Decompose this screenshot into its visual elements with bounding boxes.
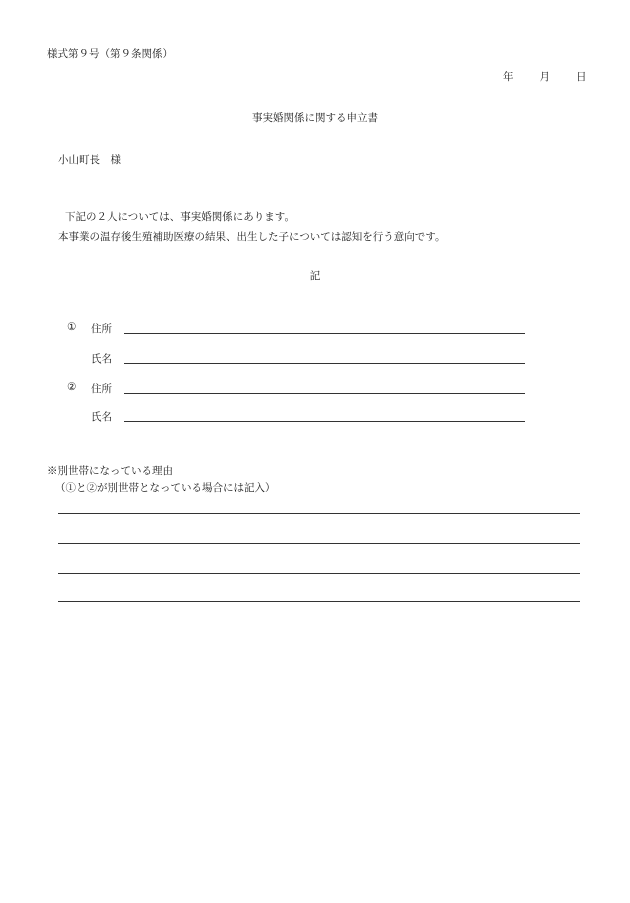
addressee: 小山町長 様: [58, 154, 121, 166]
ki-label: 記: [309, 270, 321, 282]
reason-title: ※別世帯になっている理由: [47, 465, 173, 477]
person-1-name-label: 氏名: [91, 353, 112, 365]
statement-line-2: 本事業の温存後生殖補助医療の結果、出生した子については認知を行う意向です。: [58, 231, 446, 243]
person-2-name-label: 氏名: [91, 411, 112, 423]
form-number: 様式第９号（第９条関係）: [47, 48, 173, 60]
person-1-address-field[interactable]: [124, 333, 525, 334]
document-title: 事実婚関係に関する申立書: [252, 112, 378, 124]
person-2-marker: ②: [67, 381, 77, 393]
reason-line-2[interactable]: [58, 543, 580, 544]
year-label: 年: [503, 71, 514, 83]
reason-line-1[interactable]: [58, 513, 580, 514]
day-label: 日: [576, 71, 587, 83]
statement-line-1: 下記の２人については、事実婚関係にあります。: [65, 211, 295, 223]
date-line: [503, 69, 587, 84]
person-1-marker: ①: [67, 321, 77, 333]
reason-line-4[interactable]: [58, 601, 580, 602]
reason-line-3[interactable]: [58, 573, 580, 574]
person-1-name-field[interactable]: [124, 363, 525, 364]
person-2-name-field[interactable]: [124, 421, 525, 422]
reason-subtitle: （①と②が別世帯となっている場合には記入）: [55, 482, 276, 494]
person-2-address-label: 住所: [91, 383, 112, 395]
month-label: 月: [539, 71, 550, 83]
person-1-address-label: 住所: [91, 323, 112, 335]
person-2-address-field[interactable]: [124, 393, 525, 394]
